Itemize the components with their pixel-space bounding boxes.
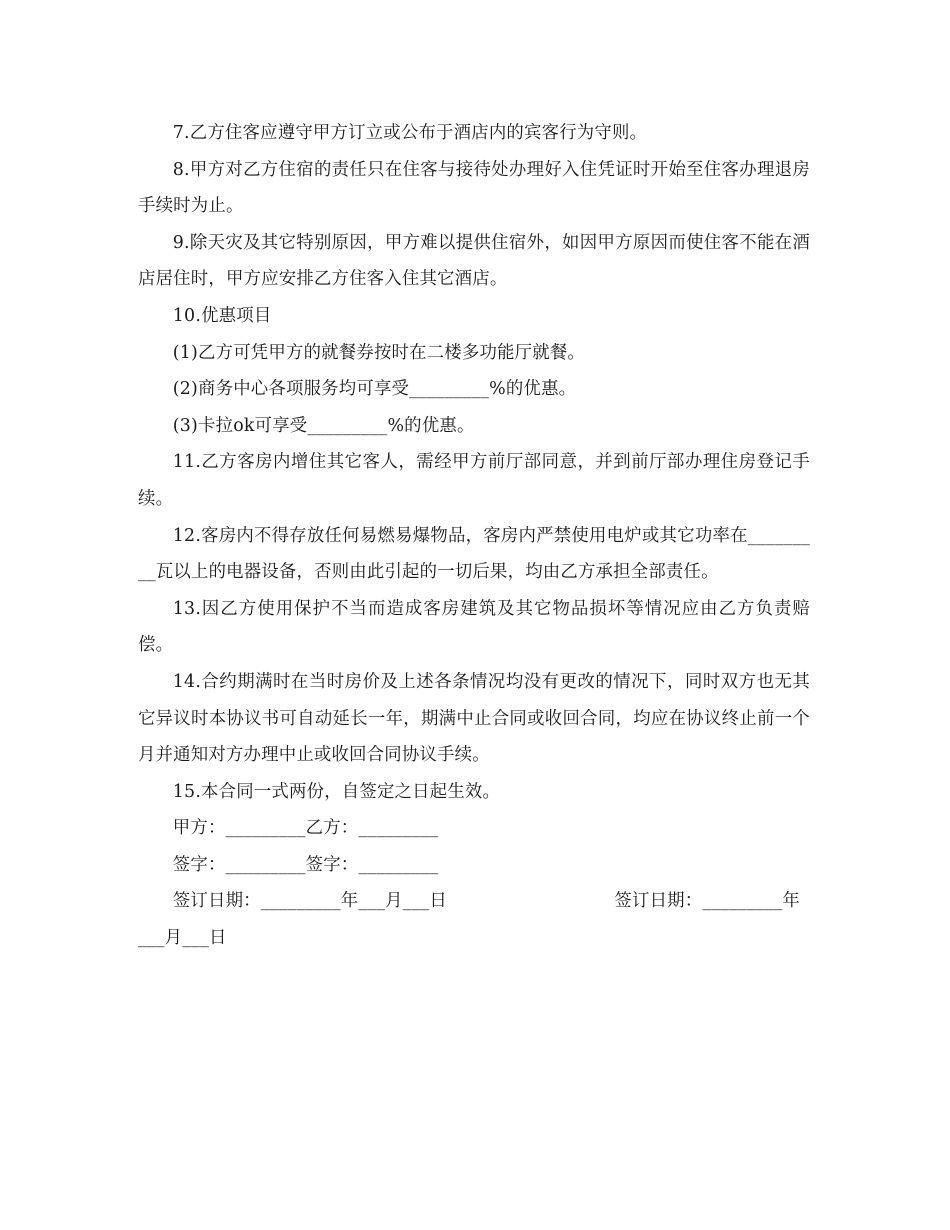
clause-15: 15.本合同一式两份，自签定之日起生效。	[172, 781, 501, 802]
clause-11: 11.乙方客房内增住其它客人，需经甲方前厅部同意，并到前厅部办理住房登记手续。	[138, 452, 810, 509]
clause-13: 13.因乙方使用保护不当而造成客房建筑及其它物品损坏等情况应由乙方负责赔偿。	[138, 598, 810, 656]
signature-line: 签字：_________签字：_________	[172, 854, 439, 875]
clause-10-heading: 10.优惠项目	[172, 305, 272, 326]
clause-10-item-2: (2)商务中心各项服务均可享受_________%的优惠。	[172, 379, 577, 400]
party-line: 甲方：_________乙方：_________	[172, 818, 439, 839]
clause-8: 8.甲方对乙方住宿的责任只在住客与接待处办理好入住凭证时开始至住客办理退房手续时为止。	[138, 159, 810, 217]
clause-10-item-3: (3)卡拉ok可享受_________%的优惠。	[172, 415, 475, 436]
clause-7: 7.乙方住客应遵守甲方订立或公布于酒店内的宾客行为守则。	[172, 123, 648, 143]
signing-date-right-continued: ___月___日	[138, 928, 227, 949]
clause-10-item-1: (1)乙方可凭甲方的就餐券按时在二楼多功能厅就餐。	[172, 342, 586, 363]
signing-date-row	[138, 883, 810, 920]
contract-page	[138, 115, 810, 957]
clause-12: 12.客房内不得存放任何易燃易爆物品，客房内严禁使用电炉或其它功率在_________瓦以上的电器设备，否则由此引起的一切后果，均由乙方承担全部责任。	[138, 525, 810, 583]
clause-9: 9.除天灾及其它特别原因，甲方难以提供住宿外，如因甲方原因而使住客不能在酒店居住时，甲方应安排乙方住客入住其它酒店。	[138, 232, 810, 290]
signing-date-right: 签订日期：_________年	[614, 891, 800, 912]
signing-date-left: 签订日期：_________年___月___日	[172, 891, 447, 912]
clause-14: 14.合约期满时在当时房价及上述各条情况均没有更改的情况下，同时双方也无其它异议时本协议书可自动延长一年，期满中止合同或收回合同，均应在协议终止前一个月并通知对方办理中止或收回合同协议手续。	[138, 671, 810, 766]
